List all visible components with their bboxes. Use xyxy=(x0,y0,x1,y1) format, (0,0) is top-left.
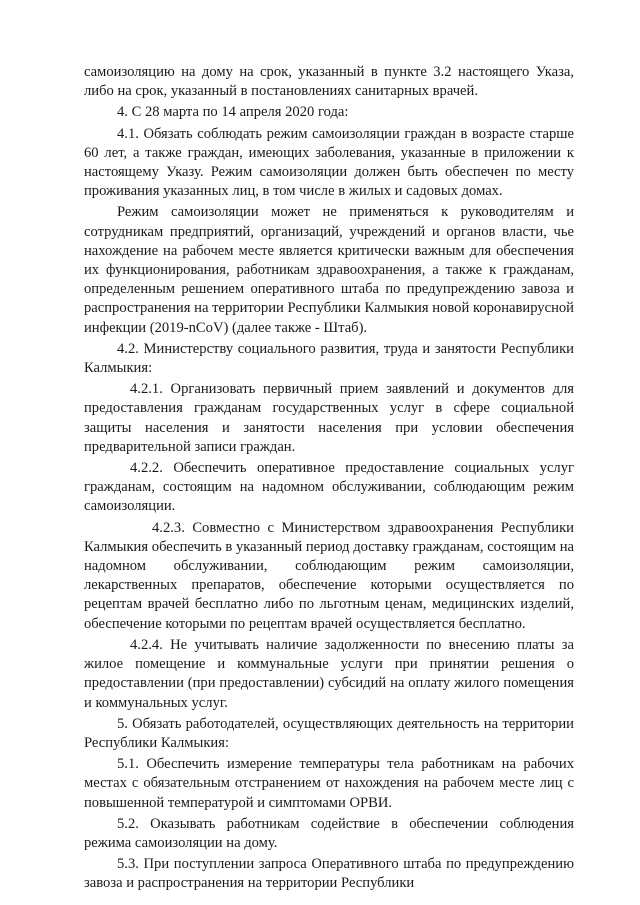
paragraph-continuation: самоизоляцию на дому на срок, указанный в пункте 3.2 настоящего Указа, либо на срок, указанный в постановлениях санитарных врачей. xyxy=(84,64,574,100)
paragraph-4-1-exceptions: Режим самоизоляции может не применяться к руководителям и сотрудникам предприятий, организаций, учреждений и органов власти, чье нахождение на рабочем месте является критически важным для обеспечения их функционирования, работникам здравоохранения, а также к гражданам, определенным решением оперативного штаба по предупреждению завоза и распространения на территории Республики Калмыкия новой коронавирусной инфекции (2019-nCoV) (далее также - Штаб). xyxy=(84,204,574,336)
paragraph-4: 4. С 28 марта по 14 апреля 2020 года: xyxy=(117,104,349,121)
paragraph-5-1: 5.1. Обеспечить измерение температуры тела работникам на рабочих местах с обязательным отстранением от нахождения на рабочем месте лиц с повышенной температурой и симптомами ОРВИ. xyxy=(84,756,574,811)
paragraph-4-2: 4.2. Министерству социального развития, труда и занятости Республики Калмыкия: xyxy=(84,340,574,377)
paragraph-4-2-1: 4.2.1. Организовать первичный прием заявлений и документов для предоставления гражданам государственных услуг в сфере социальной защиты населения и занятости населения при условии обеспечения предварительной записи граждан. xyxy=(84,381,574,455)
document-body xyxy=(84,63,574,896)
paragraph-4-2-4: 4.2.4. Не учитывать наличие задолженности по внесению платы за жилое помещение и коммунальные услуги при принятии решения о предоставлении (при предоставлении) субсидий на оплату жилого помещения и коммунальных услуг. xyxy=(84,636,574,711)
paragraph-5-2: 5.2. Оказывать работникам содействие в обеспечении соблюдения режима самоизоляции на дому. xyxy=(84,815,574,851)
paragraph-4-2-3: 4.2.3. Совместно с Министерством здравоохранения Республики Калмыкия обеспечить в указанный период доставку гражданам, состоящим на надомном обслуживании, соблюдающим режим самоизоляции, лекарственных препаратов, обеспечение которыми осуществляется по рецептам врачей бесплатно либо по льготным ценам, медицинских изделий, обеспечение которыми по рецептам врачей осуществляется бесплатно. xyxy=(84,519,574,632)
paragraph-5-3: 5.3. При поступлении запроса Оперативного штаба по предупреждению завоза и распространения на территории Республики xyxy=(84,856,574,892)
paragraph-4-2-2: 4.2.2. Обеспечить оперативное предоставление социальных услуг гражданам, состоящим на надомном обслуживании, соблюдающим режим самоизоляции. xyxy=(84,460,574,515)
paragraph-4-1: 4.1. Обязать соблюдать режим самоизоляции граждан в возрасте старше 60 лет, а также граждан, имеющих заболевания, указанные в приложении к настоящему Указу. Режим самоизоляции должен быть обеспечен по месту проживания указанных лиц, в том числе в жилых и садовых домах. xyxy=(84,125,574,200)
paragraph-5: 5. Обязать работодателей, осуществляющих деятельность на территории Республики Калмыкия: xyxy=(84,715,574,751)
